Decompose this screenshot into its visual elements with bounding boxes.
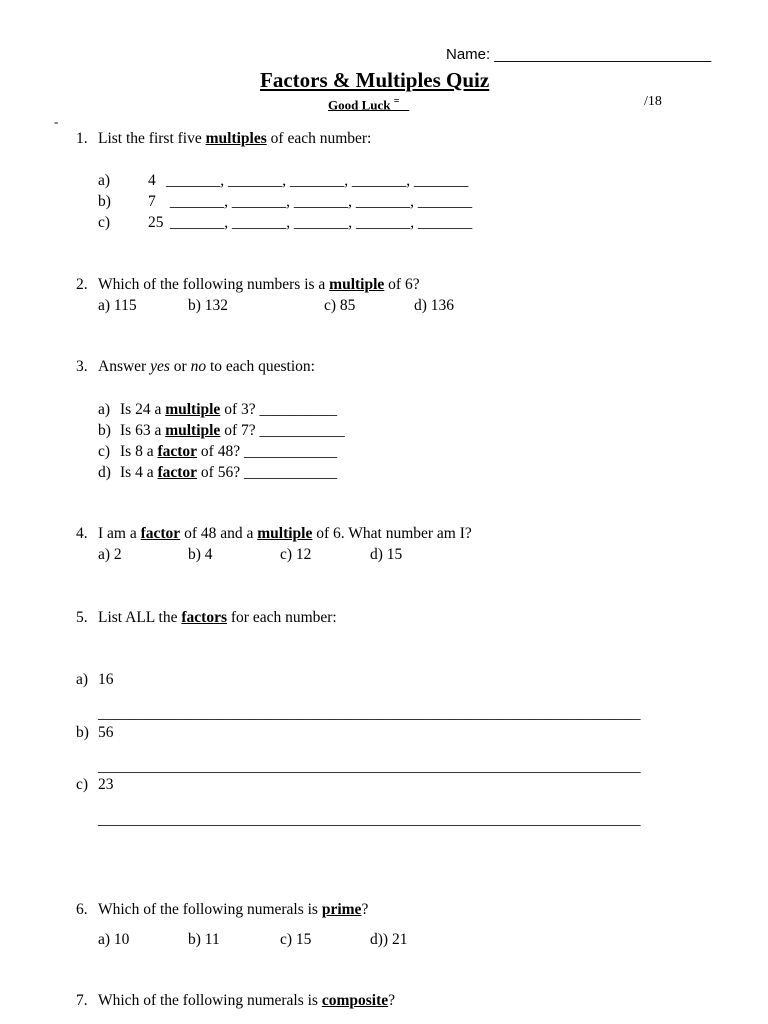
option-a[interactable]: a) 2 xyxy=(98,546,122,563)
item-label: a) xyxy=(76,671,89,688)
question-number: 7. xyxy=(76,992,88,1009)
question-number: 6. xyxy=(76,901,88,918)
question-text: Answer xyxy=(98,358,147,375)
question-2 xyxy=(76,275,420,295)
keyword: composite xyxy=(321,992,389,1009)
q5-item-c xyxy=(76,775,114,795)
question-text: I am a xyxy=(98,525,137,542)
item-label: a) xyxy=(98,172,111,189)
keyword: multiple xyxy=(165,422,221,439)
question-text: for each number: xyxy=(230,609,337,626)
option-c[interactable]: c) 85 xyxy=(324,297,356,314)
option-c[interactable]: c) 12 xyxy=(280,546,312,563)
answer-blanks[interactable]: _______, _______, _______, _______, _______ xyxy=(166,172,469,189)
item-label: b) xyxy=(98,193,111,210)
question-number: 5. xyxy=(76,609,88,626)
keyword: factors xyxy=(181,609,227,626)
item-number: 4 xyxy=(148,172,156,189)
question-text: of each number: xyxy=(270,130,372,147)
option-c[interactable]: c) 15 xyxy=(280,931,312,948)
item-number: 16 xyxy=(98,671,114,688)
question-text: of 6. What number am I? xyxy=(316,525,472,542)
question-7 xyxy=(76,991,395,1011)
stray-mark: - xyxy=(54,114,59,129)
q5-answer-line-a[interactable]: ______________________________________________________________________ xyxy=(98,705,641,722)
option-d[interactable]: d) 136 xyxy=(414,297,455,314)
q5-item-b xyxy=(76,723,114,743)
item-text[interactable]: of 3? __________ xyxy=(224,401,337,418)
good-luck-text xyxy=(328,92,409,115)
keyword: factor xyxy=(157,464,198,481)
answer-blanks[interactable]: _______, _______, _______, _______, _______ xyxy=(166,193,473,210)
option-a[interactable]: a) 115 xyxy=(98,297,137,314)
name-blank: __________________________ xyxy=(494,46,712,63)
question-text: List the first five xyxy=(98,130,202,147)
question-text: Which of the following numerals is xyxy=(98,901,318,918)
item-label: b) xyxy=(76,724,89,741)
question-5 xyxy=(76,608,337,628)
item-text: Is 8 a xyxy=(120,443,154,460)
name-label: Name: xyxy=(446,46,491,63)
q3-item-b xyxy=(98,421,345,441)
option-d[interactable]: d)) 21 xyxy=(370,931,408,948)
keyword: multiple xyxy=(329,276,385,293)
question-6 xyxy=(76,900,368,920)
good-luck-label: Good Luck xyxy=(328,97,391,113)
yes-word: yes xyxy=(150,358,170,375)
question-3 xyxy=(76,357,315,377)
question-text: ? xyxy=(388,992,396,1009)
question-1 xyxy=(76,129,371,149)
question-number: 4. xyxy=(76,525,88,542)
item-label: c) xyxy=(98,214,111,231)
question-text: Which of the following numbers is a xyxy=(98,276,326,293)
q6-options xyxy=(98,930,407,950)
item-number: 7 xyxy=(148,193,156,210)
no-word: no xyxy=(190,358,207,375)
q3-item-d xyxy=(98,463,337,483)
question-text: or xyxy=(173,358,187,375)
q5-answer-line-b[interactable]: ______________________________________________________________________ xyxy=(98,758,641,775)
q5-item-a xyxy=(76,670,114,690)
question-text: of 6? xyxy=(388,276,420,293)
q1-item-b xyxy=(98,192,472,212)
item-number: 56 xyxy=(98,724,114,741)
question-number: 2. xyxy=(76,276,88,293)
keyword: multiple xyxy=(165,401,221,418)
option-a[interactable]: a) 10 xyxy=(98,931,130,948)
q5-answer-line-c[interactable]: ______________________________________________________________________ xyxy=(98,811,641,828)
q1-item-c xyxy=(98,213,472,233)
keyword: multiple xyxy=(257,525,313,542)
option-d[interactable]: d) 15 xyxy=(370,546,403,563)
question-number: 3. xyxy=(76,358,88,375)
q3-item-a xyxy=(98,400,337,420)
question-text: to each question: xyxy=(209,358,315,375)
item-text: Is 24 a xyxy=(120,401,162,418)
name-field[interactable] xyxy=(446,45,711,65)
question-text: of 48 and a xyxy=(184,525,254,542)
option-b[interactable]: b) 132 xyxy=(188,297,229,314)
item-text[interactable]: of 56? ____________ xyxy=(200,464,337,481)
option-b[interactable]: b) 11 xyxy=(188,931,220,948)
item-number: 23 xyxy=(98,776,114,793)
item-text[interactable]: of 48? ____________ xyxy=(200,443,337,460)
total-score: /18 xyxy=(644,94,662,109)
item-number: 25 xyxy=(148,214,164,231)
item-label: a) xyxy=(98,401,111,418)
q1-item-a xyxy=(98,171,468,191)
keyword: prime xyxy=(321,901,362,918)
item-text: Is 4 a xyxy=(120,464,154,481)
q3-item-c xyxy=(98,442,337,462)
keyword: factor xyxy=(140,525,181,542)
answer-blanks[interactable]: _______, _______, _______, _______, _______ xyxy=(170,214,473,231)
item-text: Is 63 a xyxy=(120,422,162,439)
item-label: d) xyxy=(98,464,111,481)
option-b[interactable]: b) 4 xyxy=(188,546,213,563)
question-text: Which of the following numerals is xyxy=(98,992,318,1009)
question-number: 1. xyxy=(76,130,88,147)
question-text: ? xyxy=(361,901,369,918)
question-4 xyxy=(76,524,472,544)
keyword: multiples xyxy=(205,130,267,147)
good-luck-mark: = xyxy=(393,96,400,107)
item-label: c) xyxy=(98,443,111,460)
keyword: factor xyxy=(157,443,198,460)
question-text: List ALL the xyxy=(98,609,178,626)
q2-options xyxy=(98,296,454,316)
item-label: c) xyxy=(76,776,89,793)
item-text[interactable]: of 7? ___________ xyxy=(224,422,345,439)
quiz-title: Factors & Multiples Quiz xyxy=(260,68,490,92)
q4-options xyxy=(98,545,402,565)
item-label: b) xyxy=(98,422,111,439)
